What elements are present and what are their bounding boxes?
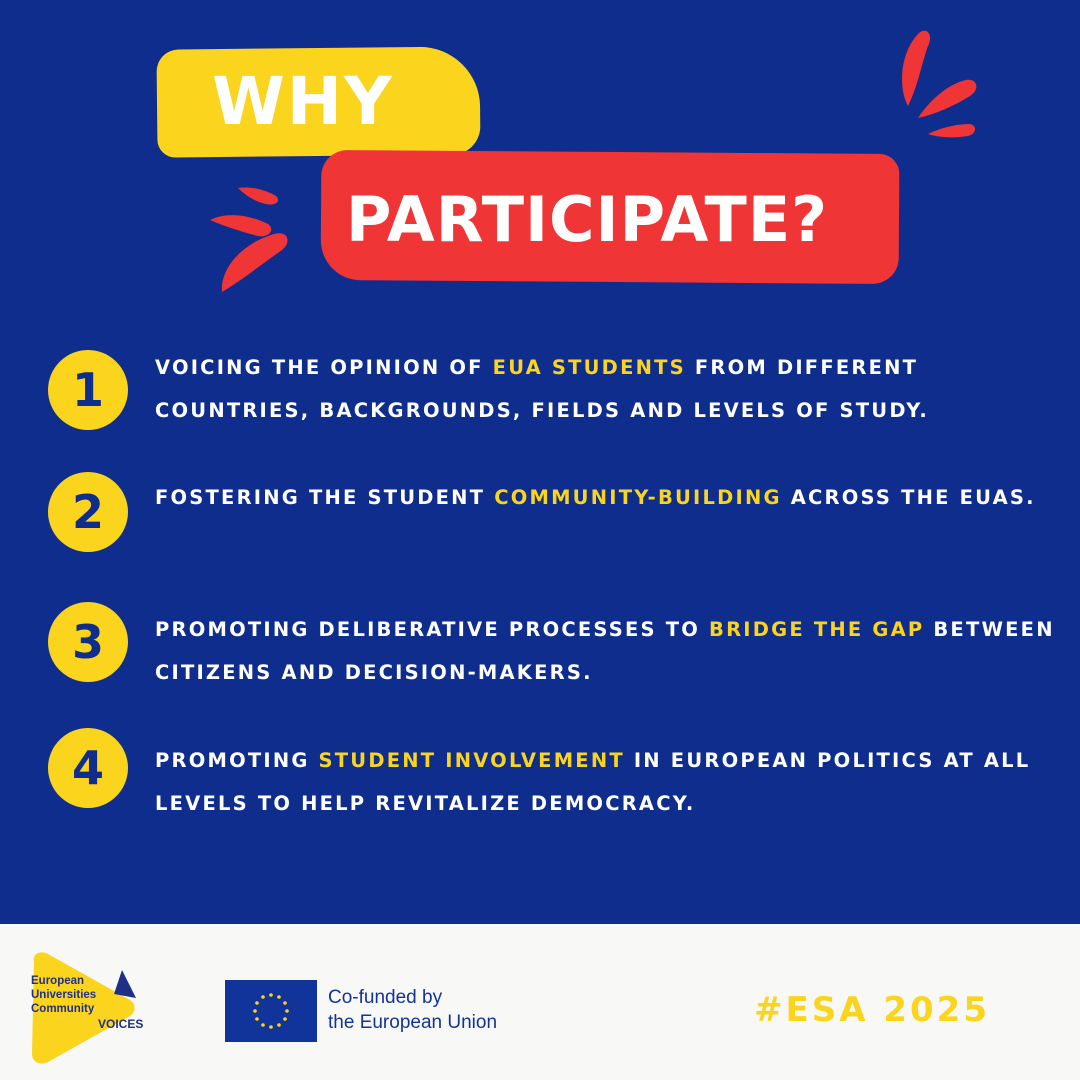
splash-right-icon	[890, 28, 980, 143]
hashtag: #ESA 2025	[754, 990, 990, 1030]
logo-line: Community	[31, 1003, 95, 1015]
reason-text	[155, 346, 1055, 432]
reason-text-post: BETWEEN CITIZENS AND DECISION-MAKERS.	[155, 618, 1055, 684]
reason-highlight: STUDENT INVOLVEMENT	[318, 749, 625, 772]
eu-line: the European Union	[328, 1012, 498, 1033]
splash-left-icon	[200, 180, 300, 300]
eu-flag-icon	[225, 980, 317, 1042]
reason-text-post: IN EUROPEAN POLITICS AT ALL LEVELS TO HELP REVITALIZE DEMOCRACY.	[155, 749, 1031, 815]
reason-highlight: EUA STUDENTS	[492, 356, 686, 379]
reason-text-post: FROM DIFFERENT COUNTRIES, BACKGROUNDS, FIELDS AND LEVELS OF STUDY.	[155, 356, 930, 422]
reason-item	[0, 470, 1080, 570]
number-badge: 2	[48, 472, 128, 552]
participate-title: PARTICIPATE?	[346, 183, 829, 256]
reason-text	[155, 476, 1055, 519]
eu-cofunded-text	[328, 985, 558, 1035]
reason-item	[0, 733, 1080, 833]
reason-text-post: ACROSS THE EUAS.	[781, 486, 1036, 509]
reason-highlight: BRIDGE THE GAP	[709, 618, 925, 641]
reason-item	[0, 602, 1080, 702]
number-badge: 4	[48, 728, 128, 808]
number-badge: 1	[48, 350, 128, 430]
reason-highlight: COMMUNITY-BUILDING	[494, 486, 782, 509]
eu-line: Co-funded by	[328, 987, 443, 1008]
logo-voices: VOICES	[98, 1017, 144, 1031]
logo-line: European	[31, 975, 85, 987]
reason-text-pre: PROMOTING DELIBERATIVE PROCESSES TO	[155, 618, 710, 641]
logo-line: Universities	[31, 989, 97, 1001]
reason-text-pre: VOICING THE OPINION OF	[155, 356, 493, 379]
reason-text	[155, 739, 1055, 825]
reason-text	[155, 608, 1055, 694]
why-title: WHY	[212, 63, 394, 140]
reason-item	[0, 340, 1080, 440]
reason-text-pre: PROMOTING	[155, 749, 319, 772]
logo-wordmark	[31, 974, 121, 1016]
reason-text-pre: FOSTERING THE STUDENT	[155, 486, 495, 509]
number-badge: 3	[48, 602, 128, 682]
